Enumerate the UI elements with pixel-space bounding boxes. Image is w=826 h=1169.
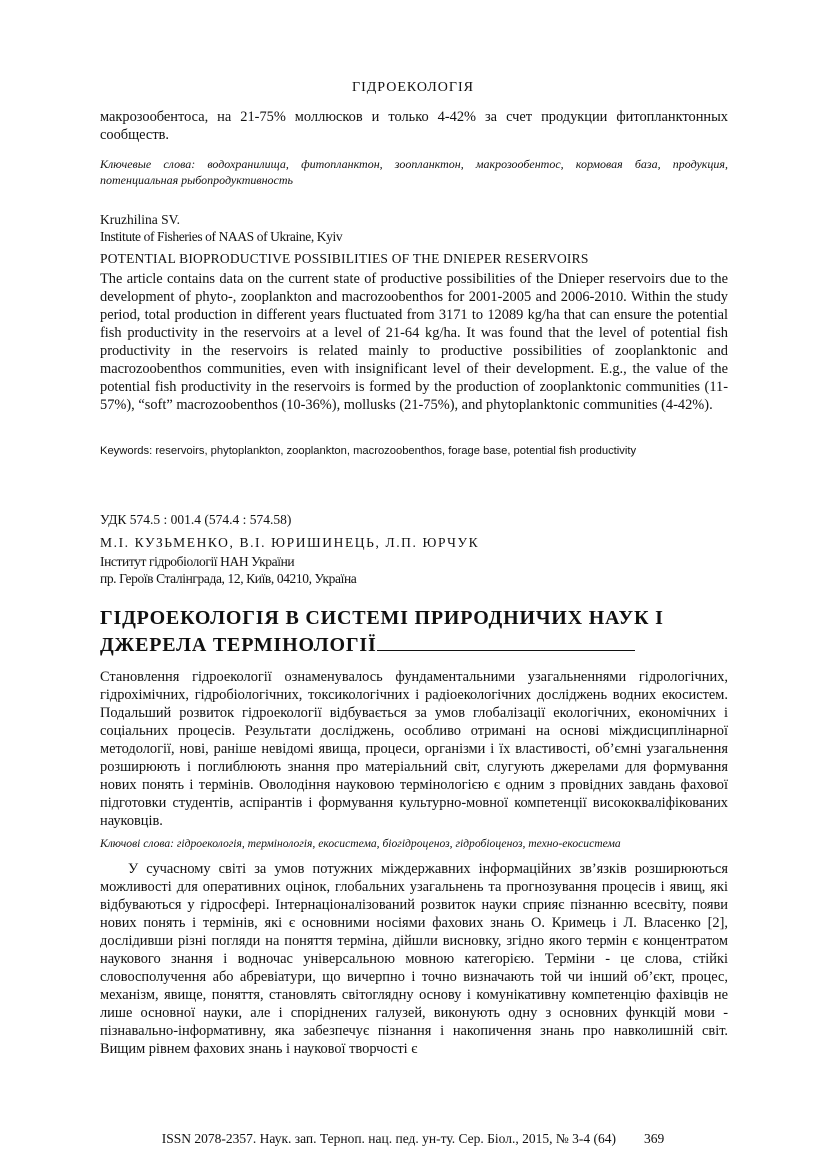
previous-abstract-tail: макрозообентоса, на 21-75% моллюсков и только 4-42% за счет продукции фитопланктонных сообществ. bbox=[100, 109, 728, 143]
article-title bbox=[100, 605, 728, 659]
english-author: Kruzhilina SV. bbox=[100, 212, 180, 227]
udc-code: УДК 574.5 : 001.4 (574.4 : 574.58) bbox=[100, 512, 292, 527]
article-keywords: Ключові слова: гідроекологія, термінологія, екосистема, біогідроценоз, гідробіоценоз, техно-екосистема bbox=[100, 837, 621, 850]
article-body: У сучасному світі за умов потужних міждержавних інформаційних зв’язків розширюються можливості для оперативних оцінок, глобальних узагальнень та прогнозування процесів і явищ, які відбуваються у гідросфері. Інтернаціоналізований розвиток науки сприяє пізнанню всесвіту, появи нових понять і термінів, які є основними носіями фахових знань О. Кримець і Л. Власенко [2], дослідивши різні погляди на поняття терміна, дійшли висновку, згідно якого термін є концентратом наукового знання і водночас універсальною мовною категорією. Терміни - це слова, стійкі словосполучення або абревіатури, що вичерпно і точно визначають той чи інший об’єкт, процес, механізм, явище, поняття, становлять світоглядну основу і комунікативну компетенцію фахівців не лише основної науки, але і споріднених галузей, виконують одну з основних функцій мови - пізнавально-інформативну, яка забезпечує пізнання і накопичення знань про навколишній світ. Вищим рівнем фахових знань і наукової творчості є bbox=[100, 861, 728, 1057]
article-title-line2: ДЖЕРЕЛА ТЕРМІНОЛОГІЇ bbox=[100, 634, 377, 656]
running-header: ГІДРОЕКОЛОГІЯ bbox=[351, 80, 475, 95]
page-footer bbox=[0, 1131, 826, 1147]
previous-keywords: Ключевые слова: водохранилища, фитопланктон, зоопланктон, макрозообентос, кормовая база, продукция, потенциальная рыбопродуктивность bbox=[100, 157, 728, 187]
footer-citation: ISSN 2078-2357. Наук. зап. Терноп. нац. пед. ун-ту. Сер. Біол., 2015, № 3-4 (64) bbox=[161, 1131, 616, 1146]
article-affiliation-line1: Інститут гідробіології НАН України bbox=[100, 554, 295, 569]
page-number: 369 bbox=[643, 1131, 665, 1146]
article-title-line1: ГІДРОЕКОЛОГІЯ В СИСТЕМІ ПРИРОДНИЧИХ НАУК І bbox=[100, 607, 664, 629]
english-abstract-body: The article contains data on the current state of productive possibilities of the Dnieper reservoirs due to the development of phyto-, zooplankton and macrozoobenthos for 2001-2005 and 2006-2010. Within the study period, total production in different years fluctuated from 3171 to 12089 kg/ha that can ensure the potential fish productivity in the reservoirs at a level of 21-64 kg/ha. It was found that the level of potential fish productivity in the reservoirs is related mainly to productive possibilities of zooplanktonic and macrozoobenthos communities, even with insignificant level of their development. E.g., the value of the potential fish productivity in the reservoirs is formed by the production of zooplanktonic communities (11-57%), “soft” macrozoobenthos (10-36%), mollusks (21-75%), and phytoplanktonic communities (4-42%). bbox=[100, 271, 728, 413]
article-affiliation-line2: пр. Героїв Сталінграда, 12, Київ, 04210, Україна bbox=[100, 571, 357, 586]
article-title-line2-wrap bbox=[100, 632, 728, 659]
english-title: POTENTIAL BIOPRODUCTIVE POSSIBILITIES OF THE DNIEPER RESERVOIRS bbox=[100, 251, 589, 266]
english-keywords: Keywords: reservoirs, phytoplankton, zooplankton, macrozoobenthos, forage base, potential fish productivity bbox=[100, 445, 637, 457]
article-authors: М.І. КУЗЬМЕНКО, В.І. ЮРИШИНЕЦЬ, Л.П. ЮРЧУК bbox=[100, 535, 480, 550]
title-underline bbox=[377, 650, 635, 651]
english-affiliation: Institute of Fisheries of NAAS of Ukraine, Kyiv bbox=[100, 229, 343, 244]
article-abstract: Становлення гідроекології ознаменувалось фундаментальними узагальненнями гідрологічних, гідрохімічних, гідробіологічних, токсикологічних і радіоекологічних досліджень водних екосистем. Подальший розвиток гідроекології відбувається за умов глобалізації екологічних, економічних і соціальних процесів. Результати досліджень, особливо отримані на основі міждисциплінарної методології, нові, раніше невідомі явища, процеси, організми і їх властивості, об’ємні узагальнення розширюють і поглиблюють знання про матеріальний світ, слугують джерелами для формування нових понять і термінів. Оволодіння науковою термінологією є одним з провідних завдань фахової підготовки студентів, аспірантів і формування культурно-мовної компетенції висококваліфікованих науковців. bbox=[100, 669, 728, 829]
